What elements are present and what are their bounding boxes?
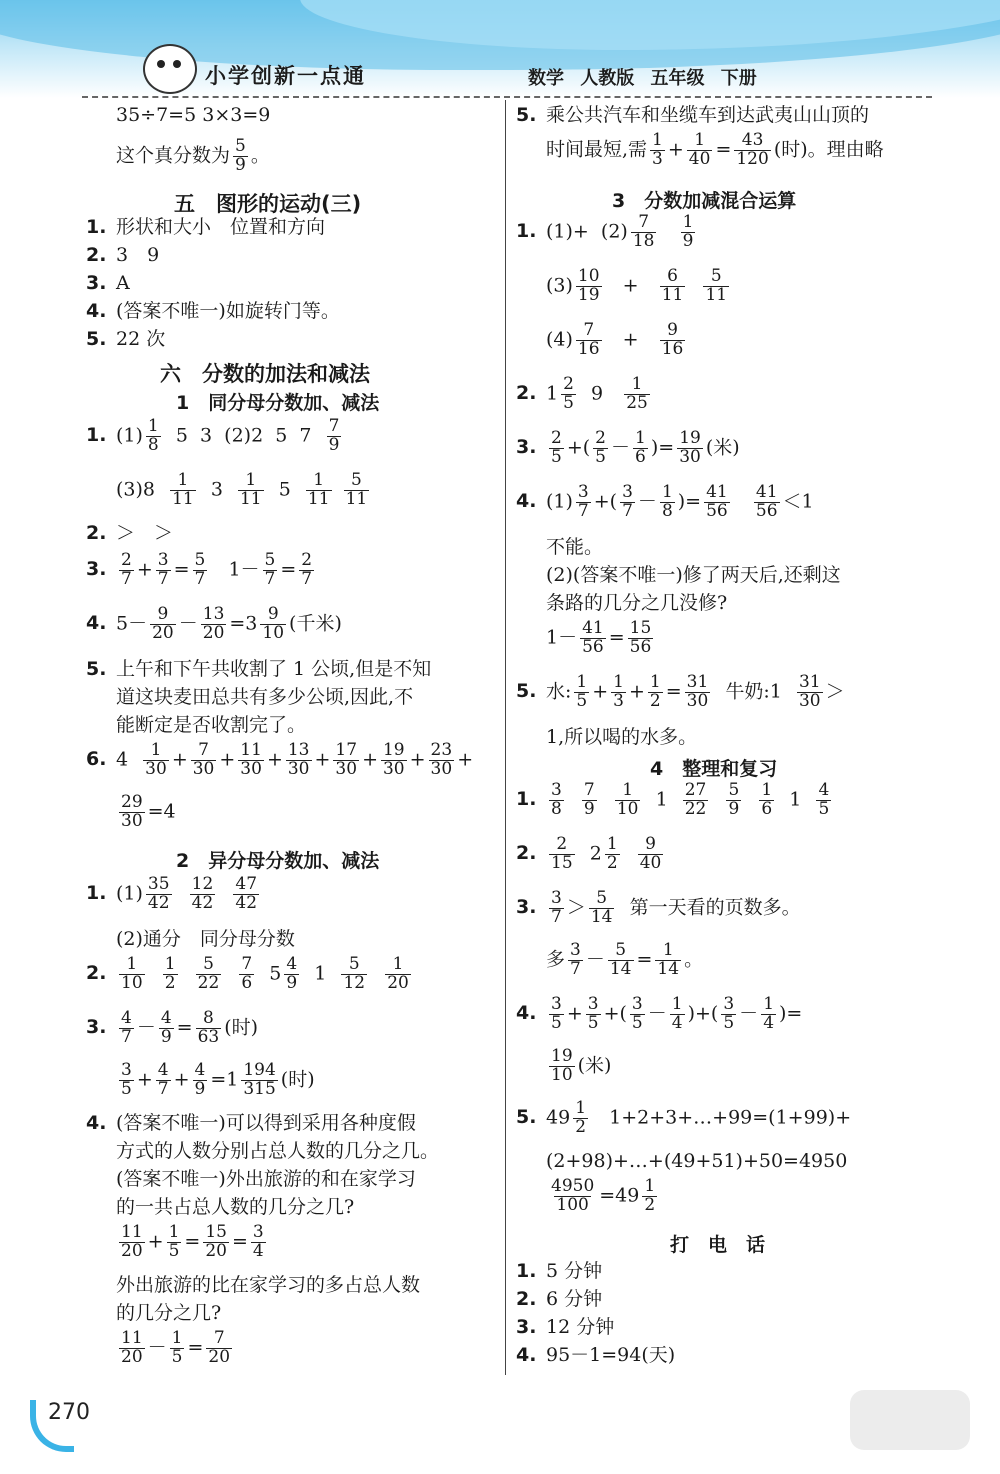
answer-line: 2. $\frac{2}{15}$ 2 $\frac{1}{2}$ $\frac{9}{40}$ [516, 834, 662, 873]
answer-line: 4. 95－1=94(天) [516, 1344, 676, 1366]
answer-line: $\frac{11}{20}$ + $\frac{1}{5}$ = $\frac{15}{20}$ = $\frac{3}{4}$ [121, 1222, 264, 1261]
subsection-title: 3 分数加减混合运算 [612, 190, 797, 212]
subsection-title: 2 异分母分数加、减法 [176, 850, 380, 872]
answer-line: (3)8 $\frac{1}{11}$ 3 $\frac{1}{11}$ 5 $\frac{1}{11}$ $\frac{5}{11}$ [116, 470, 368, 509]
answer-line: (2)通分 同分母分数 [116, 928, 295, 950]
answer-line: 3. $\frac{2}{5}$ +( $\frac{2}{5}$ － $\frac{1}{6}$ )= $\frac{19}{30}$ (米) [516, 428, 740, 467]
header-divider [82, 96, 932, 98]
answer-line: 3. $\frac{2}{7}$ + $\frac{3}{7}$ = $\frac{5}{7}$ 1－ $\frac{5}{7}$ = $\frac{2}{7}$ [86, 550, 313, 589]
subsection-title: 1 同分母分数加、减法 [176, 392, 380, 414]
answer-line: 外出旅游的比在家学习的多占总人数 [116, 1274, 421, 1296]
answer-line: 3. $\frac{3}{7}$ ＞ $\frac{5}{14}$ 第一天看的页数多。 [516, 888, 801, 927]
answer-line: 时间最短,需 $\frac{1}{3}$ + $\frac{1}{40}$ = $\frac{43}{120}$ (时)。理由略 [546, 130, 884, 169]
answer-line: 能断定是否收割完了。 [116, 714, 307, 736]
answer-line: 4. (答案不唯一)可以得到采用各种度假 [86, 1112, 416, 1134]
answer-line: 条路的几分之几没修? [546, 592, 728, 614]
answer-line: 4. (1) $\frac{3}{7}$ +( $\frac{3}{7}$ － $\frac{1}{8}$ )= $\frac{41}{56}$ $\frac{41}{56}$ ＜1 [516, 482, 814, 521]
answer-line: 2. 1 $\frac{2}{5}$ 9 $\frac{1}{25}$ [516, 374, 648, 413]
answer-line: 3. A [86, 272, 130, 294]
answer-line: $\frac{29}{30}$ =4 [121, 792, 176, 831]
watermark-logo-icon [850, 1390, 970, 1450]
answer-line: (2+98)+…+(49+51)+50=4950 [546, 1150, 848, 1172]
answer-line: 的几分之几? [116, 1302, 222, 1324]
answer-line: 4. 5－ $\frac{9}{20}$ － $\frac{13}{20}$ =3 $\frac{9}{10}$ (千米) [86, 604, 342, 643]
subsection-title: 4 整理和复习 [650, 758, 778, 780]
answer-line: 2. 6 分钟 [516, 1288, 603, 1310]
answer-line: 多 $\frac{3}{7}$ － $\frac{5}{14}$ = $\frac{1}{14}$ 。 [546, 940, 704, 979]
answer-line: 1－ $\frac{41}{56}$ = $\frac{15}{56}$ [546, 618, 652, 657]
answer-line: $\frac{4950}{100}$ =49 $\frac{1}{2}$ [551, 1176, 656, 1215]
answer-line: 3. $\frac{4}{7}$ － $\frac{4}{9}$ = $\frac{8}{63}$ (时) [86, 1008, 259, 1047]
answer-line: 2. $\frac{1}{10}$ $\frac{1}{2}$ $\frac{5}{22}$ $\frac{7}{6}$ 5 $\frac{4}{9}$ 1 $\frac{5}{12}$ $\frac{1}{20}$ [86, 954, 409, 993]
answer-line: 5. 22 次 [86, 328, 166, 350]
answer-line: 5. 上午和下午共收割了 1 公顷,但是不知 [86, 658, 432, 680]
answer-line: 3. 12 分钟 [516, 1316, 615, 1338]
answer-line: 4. $\frac{3}{5}$ + $\frac{3}{5}$ +( $\frac{3}{5}$ － $\frac{1}{4}$ )+( $\frac{3}{5}$ － $\frac{1}{4}$ )= [516, 994, 803, 1033]
answer-line: 不能。 [546, 536, 604, 558]
answer-line: (3) $\frac{10}{19}$ + $\frac{6}{11}$ $\frac{5}{11}$ [546, 266, 728, 305]
book-brand: 小学创新一点通 [205, 64, 366, 88]
answer-line: 1. (1) $\frac{1}{8}$ 5 3 (2)2 5 7 $\frac{7}{9}$ [86, 416, 340, 455]
answer-line: 5. 49 $\frac{1}{2}$ 1+2+3+…+99=(1+99)+ [516, 1098, 852, 1137]
answer-line: 这个真分数为 $\frac{5}{9}$ 。 [116, 136, 270, 175]
column-divider [505, 100, 506, 1375]
answer-line: $\frac{19}{10}$ (米) [551, 1046, 612, 1085]
answer-line: 道这块麦田总共有多少公顷,因此,不 [116, 686, 414, 708]
answer-line: 4. (答案不唯一)如旋转门等。 [86, 300, 340, 322]
answer-line: 1. (1) $\frac{35}{42}$ $\frac{12}{42}$ $\frac{47}{42}$ [86, 874, 258, 913]
answer-line: 1. 5 分钟 [516, 1260, 603, 1282]
answer-line: (4) $\frac{7}{16}$ + $\frac{9}{16}$ [546, 320, 684, 359]
page-header [0, 0, 1000, 98]
book-subject: 数学 人教版 五年级 下册 [528, 68, 757, 89]
answer-line: 35÷7=5 3×3=9 [116, 104, 271, 126]
answer-line: 1,所以喝的水多。 [546, 726, 698, 748]
answer-line: 2. 3 9 [86, 244, 160, 266]
answer-line: 5. 水: $\frac{1}{5}$ + $\frac{1}{3}$ + $\frac{1}{2}$ = $\frac{31}{30}$ 牛奶:1 $\frac{31}{30}$ ＞ [516, 672, 845, 711]
answer-line: 1. (1)+ (2) $\frac{7}{18}$ $\frac{1}{9}$ [516, 212, 694, 251]
section-title: 五 图形的运动(三) [174, 192, 362, 216]
answer-line: $\frac{11}{20}$ － $\frac{1}{5}$ = $\frac{7}{20}$ [121, 1328, 231, 1367]
answer-line: 1. 形状和大小 位置和方向 [86, 216, 326, 238]
answer-line: 5. 乘公共汽车和坐缆车到达武夷山山顶的 [516, 104, 870, 126]
section-title: 六 分数的加法和减法 [160, 362, 370, 386]
answer-line: 6. 4 $\frac{1}{30}$ + $\frac{7}{30}$ + $\frac{11}{30}$ + $\frac{13}{30}$ + $\frac{17}{30}$ + $\frac{19}{30}$ + $\frac{23}{30}$ + [86, 740, 474, 779]
answer-line: 1. $\frac{3}{8}$ $\frac{7}{9}$ $\frac{1}{10}$ 1 $\frac{27}{22}$ $\frac{5}{9}$ $\frac{1}{6}$ 1 $\frac{4}{5}$ [516, 780, 830, 819]
answer-line: 2. ＞ ＞ [86, 522, 174, 544]
answer-line: (答案不唯一)外出旅游的和在家学习 [116, 1168, 416, 1190]
answer-line: $\frac{3}{5}$ + $\frac{4}{7}$ + $\frac{4}{9}$ =1 $\frac{194}{315}$ (时) [121, 1060, 315, 1099]
answer-line: 方式的人数分别占总人数的几分之几。 [116, 1140, 440, 1162]
answer-line: 的一共占总人数的几分之几? [116, 1196, 355, 1218]
page-number: 270 [48, 1400, 90, 1425]
subsection-title: 打 电 话 [670, 1234, 766, 1256]
answer-line: (2)(答案不唯一)修了两天后,还剩这 [546, 564, 841, 586]
mascot-logo-icon [143, 44, 197, 94]
